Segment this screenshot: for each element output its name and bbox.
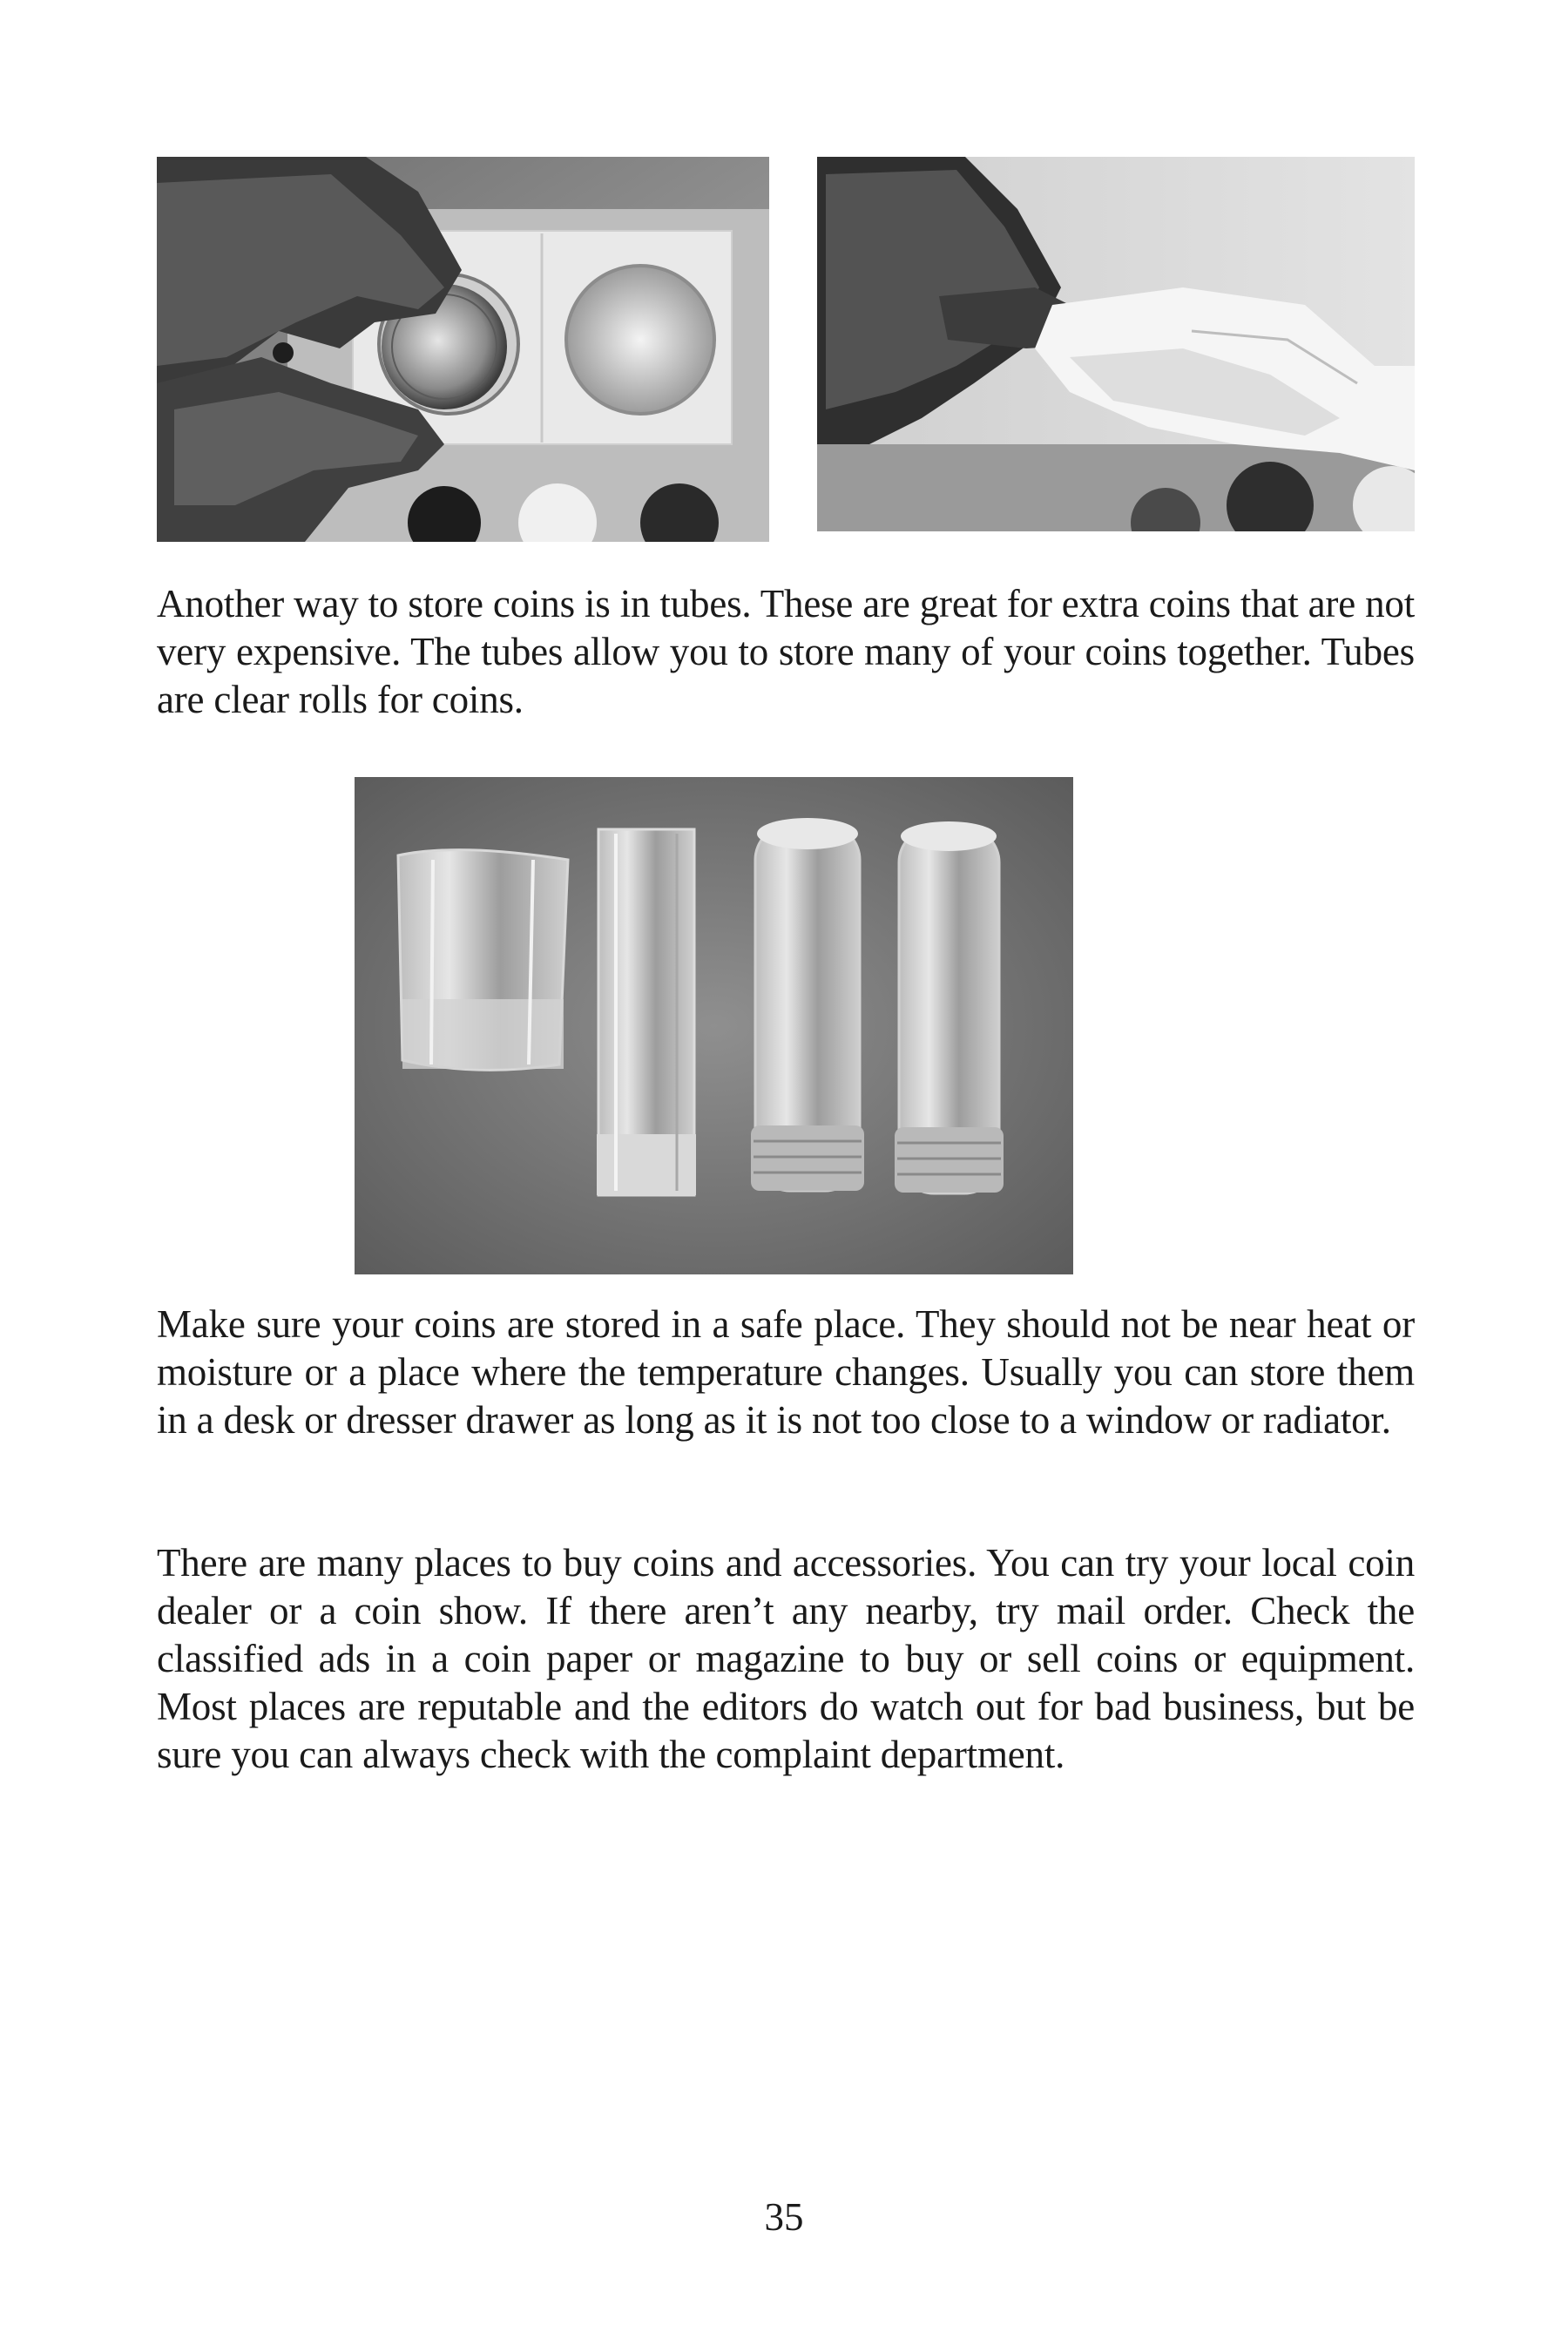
coin-holder-illustration [157, 157, 769, 542]
glove-illustration [817, 157, 1415, 531]
coin-tubes-photo [355, 777, 1073, 1274]
page-number: 35 [764, 2195, 804, 2239]
glove-photo [817, 157, 1415, 531]
paragraph-storage: Make sure your coins are stored in a safe place. They should not be near heat or moisture or a place where the temperature changes. Usually you can store them in a desk or dresser drawer as long as it is not too close to a window or radiator. [157, 1302, 1415, 1442]
paragraph-buying: There are many places to buy coins and accessories. You can try your local coin dealer or a coin show. If there aren’t any nearby, try mail order. Check the classified ads in a coin paper or magazine to buy or sell coins or equipment. Most places are reputable and the editors do watch out for bad business, but be sure you can always check with the complaint department. [157, 1541, 1415, 1776]
coin-tubes-illustration [355, 777, 1073, 1274]
coin-holder-photo [157, 157, 769, 542]
paragraph-tubes: Another way to store coins is in tubes. These are great for extra coins that are not very expensive. The tubes allow you to store many of your coins together. Tubes are clear rolls for coins. [157, 582, 1415, 721]
